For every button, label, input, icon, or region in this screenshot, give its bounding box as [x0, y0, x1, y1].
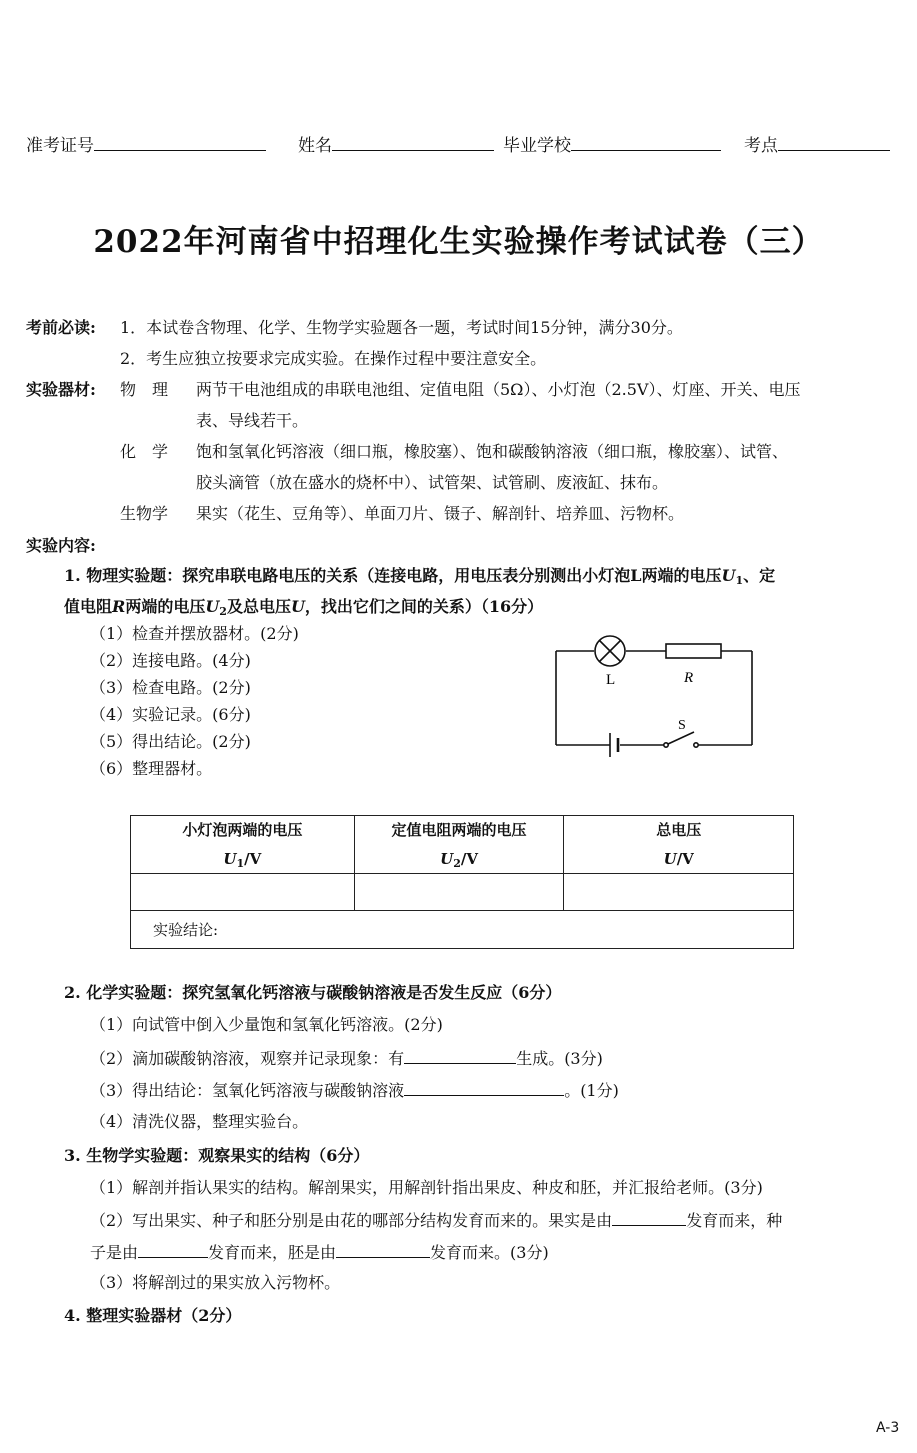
name-field	[298, 134, 494, 156]
q3-embryo-origin-blank[interactable]	[336, 1241, 430, 1258]
materials-label: 实验器材:	[26, 380, 96, 399]
header-resistor-title: 定值电阻两端的电压	[391, 821, 527, 839]
q1-step-1: （1）检查并摆放器材。(2分)	[90, 624, 299, 643]
header-lamp-title: 小灯泡两端的电压	[182, 821, 303, 839]
unit-var: U	[223, 850, 237, 868]
physics-subject: 物 理	[120, 380, 169, 399]
q1-step-3: （3）检查电路。(2分)	[90, 678, 251, 697]
unit-tail: /V	[676, 850, 694, 868]
q2-conclusion-blank[interactable]	[404, 1079, 564, 1096]
name-label: 姓名	[298, 136, 332, 156]
q2-step-1: （1）向试管中倒入少量饱和氢氧化钙溶液。(2分)	[90, 1015, 443, 1034]
conclusion-label: 实验结论:	[153, 921, 219, 939]
q1-step-2: （2）连接电路。(4分)	[90, 651, 251, 670]
q1-title-sep: 、定	[743, 566, 776, 585]
unit-tail: /V	[460, 850, 478, 868]
unit-var: U	[440, 850, 454, 868]
page-title: 2022年河南省中招理化生实验操作考试试卷（三）	[93, 224, 824, 260]
notice-item-2: 2．考生应独立按要求完成实验。在操作过程中要注意安全。	[120, 349, 547, 368]
physics-materials-line1: 两节干电池组成的串联电池组、定值电阻（5Ω）、小灯泡（2.5V）、灯座、开关、电压	[196, 380, 801, 399]
var-u1: U	[721, 566, 736, 585]
q2-step-2-text-b: 生成。(3分)	[516, 1049, 603, 1068]
var-u2: U	[205, 597, 220, 616]
switch-lever	[668, 732, 694, 744]
q1-step-5: （5）得出结论。(2分)	[90, 732, 251, 751]
unit-tail: /V	[244, 850, 262, 868]
header-total-voltage	[564, 816, 794, 874]
header-total-title: 总电压	[656, 821, 702, 839]
table-header-row	[131, 816, 794, 874]
header-total-unit	[564, 850, 793, 870]
school-label: 毕业学校	[503, 136, 571, 156]
notice-label: 考前必读:	[26, 318, 96, 337]
var-r: R	[112, 597, 126, 616]
header-resistor-unit	[355, 850, 564, 870]
header-lamp-voltage	[131, 816, 355, 874]
chemistry-materials-line1: 饱和氢氧化钙溶液（细口瓶，橡胶塞）、饱和碳酸钠溶液（细口瓶，橡胶塞）、试管、	[196, 442, 789, 461]
q2-title: 2. 化学实验题：探究氢氧化钙溶液与碳酸钠溶液是否发生反应（6分）	[64, 983, 562, 1002]
q3-step-2-text-b: 发育而来，种	[686, 1211, 783, 1230]
exam-site-blank[interactable]	[778, 134, 890, 151]
chemistry-subject: 化 学	[120, 442, 169, 461]
q3-step-2-text-a: （2）写出果实、种子和胚分别是由花的哪部分结构发育而来的。果实是由	[90, 1211, 613, 1230]
exam-site-label: 考点	[744, 136, 778, 156]
cell-resistor-voltage[interactable]	[354, 874, 564, 911]
biology-subject: 生物学	[120, 504, 169, 523]
conclusion-cell[interactable]	[131, 911, 794, 949]
switch-label: S	[678, 718, 686, 733]
q1-title-line2	[64, 597, 543, 622]
q2-step-3-text-a: （3）得出结论：氢氧化钙溶液与碳酸钠溶液	[90, 1081, 405, 1100]
q3-step-3: （3）将解剖过的果实放入污物杯。	[90, 1273, 341, 1292]
q3-step-1: （1）解剖并指认果实的结构。解剖果实，用解剖针指出果皮、种皮和胚，并汇报给老师。(3分)	[90, 1178, 763, 1197]
resistor-label: R	[684, 670, 694, 686]
q1-title-text-c: 及总电压	[226, 597, 291, 616]
circuit-diagram	[540, 628, 770, 768]
name-blank[interactable]	[332, 134, 494, 151]
admission-number-label: 准考证号	[26, 136, 94, 156]
q3-step-2-line1	[90, 1209, 782, 1231]
cell-lamp-voltage[interactable]	[131, 874, 355, 911]
q1-title-text-a: 值电阻	[64, 597, 113, 616]
q3-title: 3. 生物学实验题：观察果实的结构（6分）	[64, 1146, 370, 1165]
q1-step-6: （6）整理器材。	[90, 759, 213, 778]
unit-sub: 1	[236, 857, 245, 870]
unit-var: U	[663, 850, 677, 868]
q1-title-text-d: ，找出它们之间的关系）（16分）	[304, 597, 544, 616]
q2-step-4: （4）清洗仪器，整理实验台。	[90, 1112, 309, 1131]
q3-seed-origin-blank[interactable]	[138, 1241, 208, 1258]
header-resistor-voltage	[354, 816, 564, 874]
resistor-icon	[666, 644, 721, 658]
q3-step-2-line2	[90, 1241, 549, 1263]
sub-1: 1	[735, 574, 744, 587]
q1-title-text-b: 两端的电压	[125, 597, 206, 616]
school-blank[interactable]	[571, 134, 721, 151]
page-number: A-3	[876, 1420, 900, 1436]
content-label: 实验内容:	[26, 536, 96, 555]
q3-fruit-origin-blank[interactable]	[612, 1209, 686, 1226]
notice-item-1: 1．本试卷含物理、化学、生物学实验题各一题，考试时间15分钟，满分30分。	[120, 318, 683, 337]
physics-materials-line2: 表、导线若干。	[196, 411, 309, 430]
biology-materials-line1: 果实（花生、豆角等）、单面刀片、镊子、解剖针、培养皿、污物杯。	[196, 504, 685, 523]
school-field	[503, 134, 721, 156]
q2-precipitate-blank[interactable]	[404, 1047, 516, 1064]
q4-title: 4. 整理实验器材（2分）	[64, 1306, 242, 1325]
var-u: U	[290, 597, 305, 616]
header-lamp-unit	[131, 850, 354, 870]
sub-2: 2	[219, 605, 227, 618]
q2-step-2-text-a: （2）滴加碳酸钠溶液，观察并记录现象：有	[90, 1049, 405, 1068]
table-row	[131, 874, 794, 911]
chemistry-materials-line2: 胶头滴管（放在盛水的烧杯中）、试管架、试管刷、废液缸、抹布。	[196, 473, 669, 492]
q1-title-line1	[64, 566, 775, 591]
exam-site-field	[744, 134, 890, 156]
unit-sub: 2	[453, 857, 461, 870]
cell-total-voltage[interactable]	[564, 874, 794, 911]
q1-step-4: （4）实验记录。(6分)	[90, 705, 251, 724]
q3-step-2-text-d: 发育而来，胚是由	[208, 1243, 337, 1262]
switch-contact	[694, 743, 698, 747]
q1-title-text: 1. 物理实验题：探究串联电路电压的关系（连接电路，用电压表分别测出小灯泡L两端的电压	[64, 566, 722, 585]
q2-step-3-text-b: 。(1分)	[564, 1081, 619, 1100]
q2-step-3	[90, 1079, 619, 1101]
q3-step-2-text-e: 发育而来。(3分)	[430, 1243, 549, 1262]
admission-number-blank[interactable]	[94, 134, 266, 151]
conclusion-row	[131, 911, 794, 949]
switch-pivot	[664, 743, 668, 747]
record-table	[130, 815, 794, 949]
q3-step-2-text-c: 子是由	[90, 1243, 139, 1262]
lamp-label: L	[606, 672, 616, 688]
q2-step-2	[90, 1047, 603, 1069]
admission-number-field	[26, 134, 266, 156]
